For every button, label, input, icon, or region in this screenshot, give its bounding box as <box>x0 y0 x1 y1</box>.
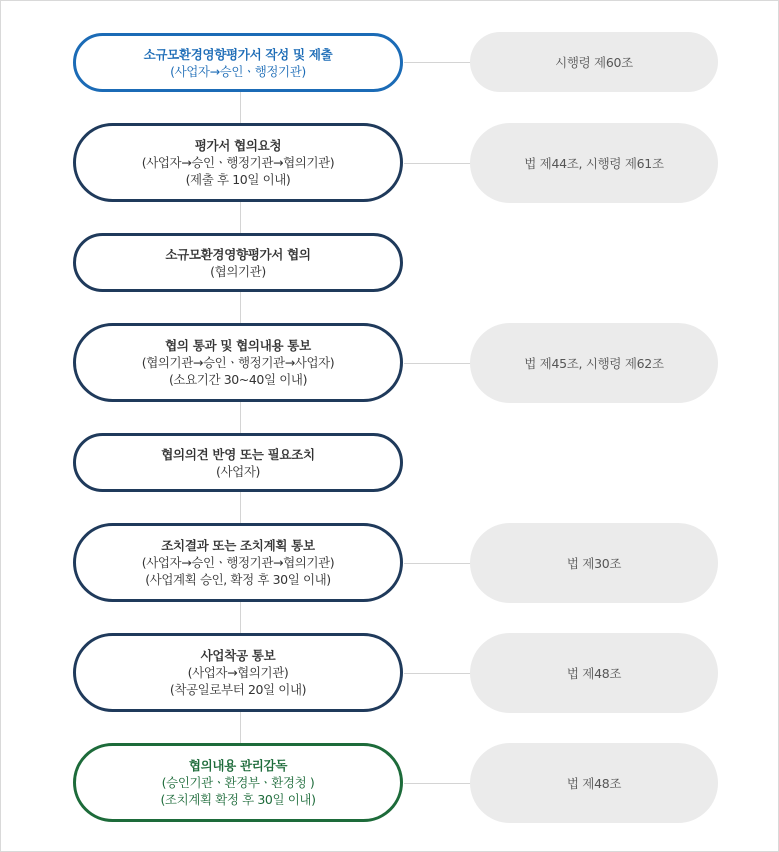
step-title: 협의 통과 및 협의내용 통보 <box>165 338 311 353</box>
legal-reference-badge: 법 제48조 <box>470 633 718 713</box>
process-step-2 <box>73 123 403 202</box>
step-title: 평가서 협의요청 <box>194 138 282 153</box>
process-step-7 <box>73 633 403 712</box>
legal-reference-badge: 법 제48조 <box>470 743 718 823</box>
reference-connector-line <box>404 363 471 364</box>
process-step-8 <box>73 743 403 822</box>
step-detail: (사업자) <box>216 463 260 479</box>
step-detail: (협의기관) <box>210 263 266 279</box>
step-detail: (제출 후 10일 이내) <box>185 172 291 187</box>
step-detail: (사업자→승인ㆍ행정기관→협의기관) <box>141 555 335 570</box>
step-title: 소규모환경영향평가서 작성 및 제출 <box>143 46 333 62</box>
step-detail: (조치계획 확정 후 30일 이내) <box>160 792 316 807</box>
legal-reference-badge: 시행령 제60조 <box>470 32 718 92</box>
step-detail: (착공일로부터 20일 이내) <box>169 682 307 697</box>
legal-reference-badge: 법 제44조, 시행령 제61조 <box>470 123 718 203</box>
step-detail: (소요기간 30~40일 이내) <box>168 372 308 387</box>
step-detail: (사업자→협의기관) <box>187 665 289 680</box>
reference-connector-line <box>404 62 471 63</box>
process-step-6 <box>73 523 403 602</box>
legal-reference-badge: 법 제45조, 시행령 제62조 <box>470 323 718 403</box>
step-detail: (협의기관→승인ㆍ행정기관→사업자) <box>141 355 335 370</box>
reference-connector-line <box>404 563 471 564</box>
step-title: 협의의견 반영 또는 필요조치 <box>161 446 315 462</box>
process-step-1 <box>73 33 403 92</box>
step-detail: (승인기관ㆍ환경부ㆍ환경청 ) <box>161 775 315 790</box>
step-detail: (사업자→승인ㆍ행정기관) <box>170 63 306 79</box>
reference-connector-line <box>404 783 471 784</box>
process-step-3 <box>73 233 403 292</box>
legal-reference-badge: 법 제30조 <box>470 523 718 603</box>
step-title: 소규모환경영향평가서 협의 <box>165 246 311 262</box>
step-detail: (사업계획 승인, 확정 후 30일 이내) <box>145 572 331 587</box>
step-title: 조치결과 또는 조치계획 통보 <box>161 538 315 553</box>
process-step-4 <box>73 323 403 402</box>
step-detail: (사업자→승인ㆍ행정기관→협의기관) <box>141 155 335 170</box>
step-title: 사업착공 통보 <box>200 648 276 663</box>
step-title: 협의내용 관리감독 <box>188 758 288 773</box>
reference-connector-line <box>404 163 471 164</box>
process-step-5 <box>73 433 403 492</box>
reference-connector-line <box>404 673 471 674</box>
